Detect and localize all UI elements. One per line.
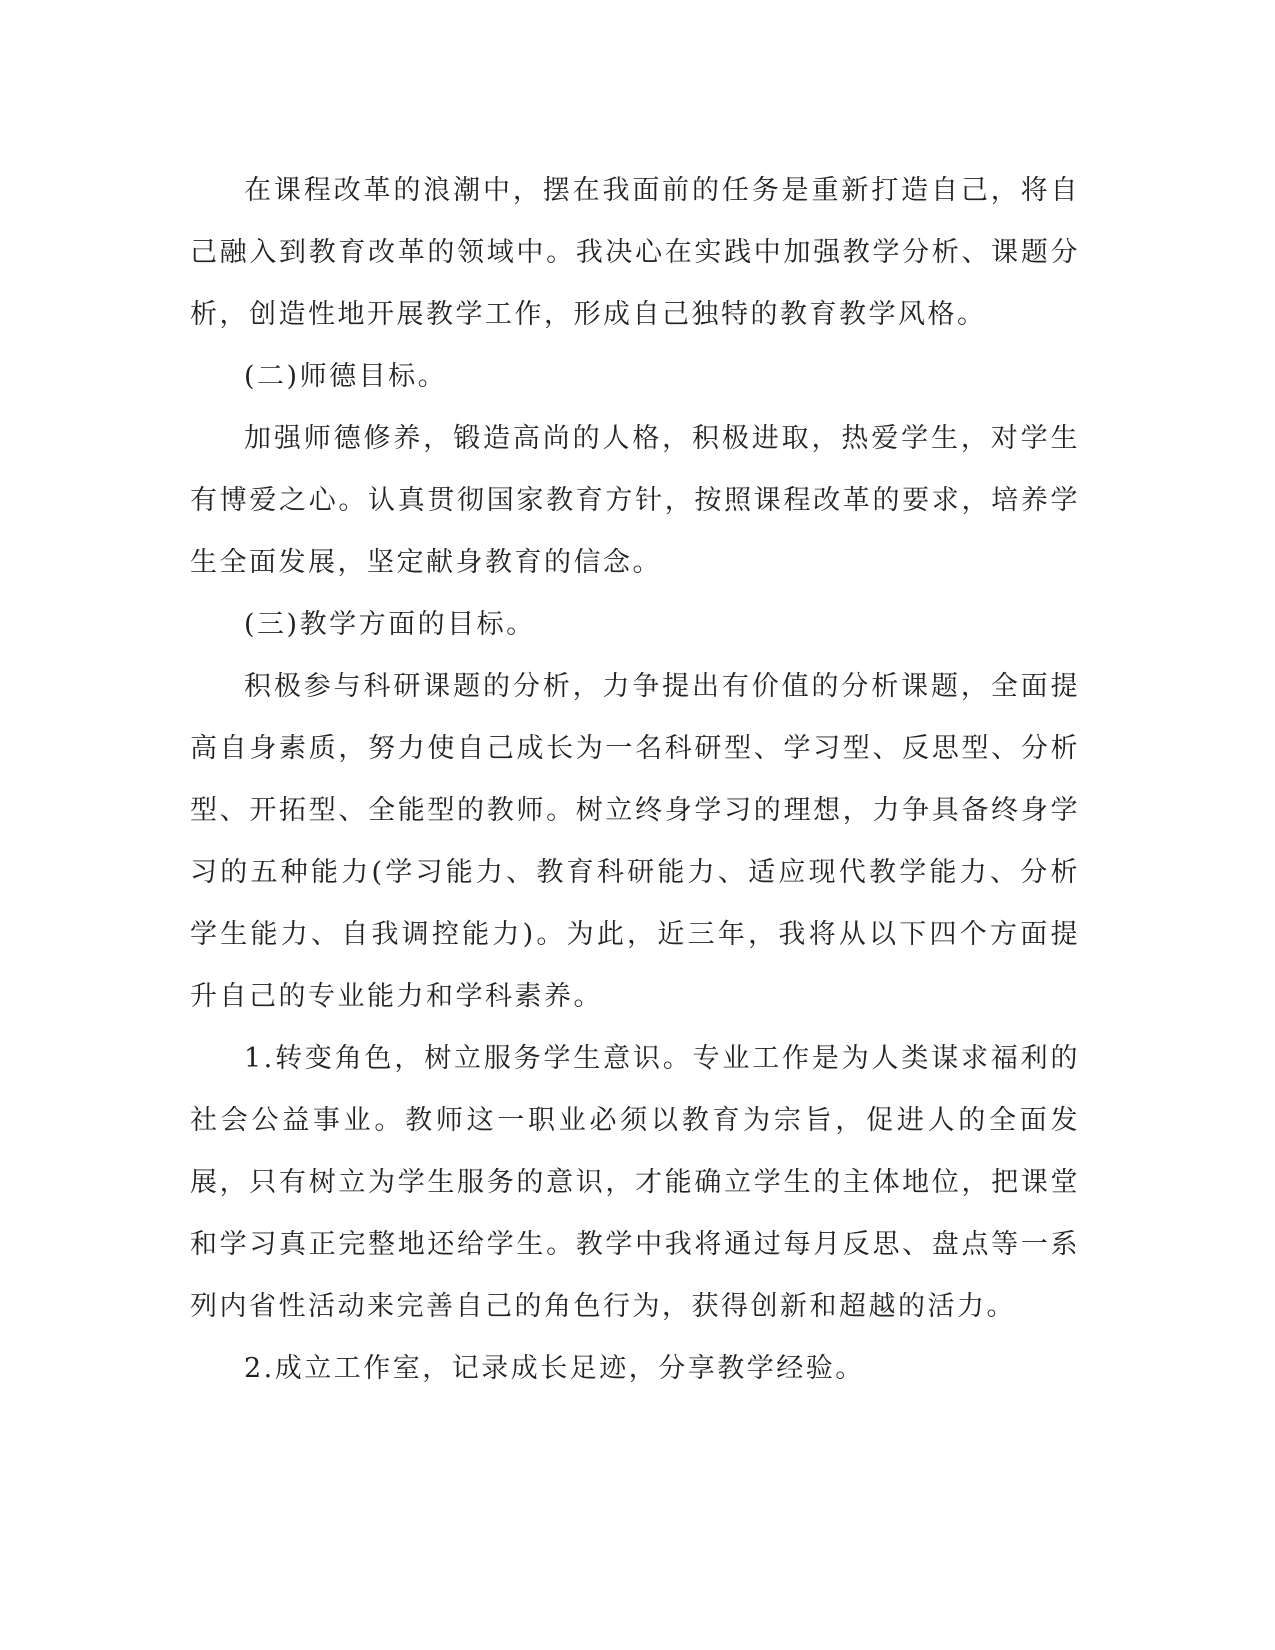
heading-teacher-ethics-goal: (二)师德目标。 [244,361,448,392]
document-page [190,160,1080,1400]
paragraph-teacher-ethics: 加强师德修养，锻造高尚的人格，积极进取，热爱学生，对学生有博爱之心。认真贯彻国家教育方针，按照课程改革的要求，培养学生全面发展，坚定献身教育的信念。 [190,423,1080,578]
paragraph-item-1-role-change: 1.转变角色，树立服务学生意识。专业工作是为人类谋求福利的社会公益事业。教师这一职业必须以教育为宗旨，促进人的全面发展，只有树立为学生服务的意识，才能确立学生的主体地位，把课堂和学习真正完整地还给学生。教学中我将通过每月反思、盘点等一系列内省性活动来完善自己的角色行为，获得创新和超越的活力。 [190,1043,1080,1322]
paragraph-item-2-studio: 2.成立工作室，记录成长足迹，分享教学经验。 [244,1353,865,1384]
paragraph-teaching-goal: 积极参与科研课题的分析，力争提出有价值的分析课题，全面提高自身素质，努力使自己成长为一名科研型、学习型、反思型、分析型、开拓型、全能型的教师。树立终身学习的理想，力争具备终身学习的五种能力(学习能力、教育科研能力、适应现代教学能力、分析学生能力、自我调控能力)。为此，近三年，我将从以下四个方面提升自己的专业能力和学科素养。 [190,671,1080,1012]
paragraph-course-reform: 在课程改革的浪潮中，摆在我面前的任务是重新打造自己，将自己融入到教育改革的领域中。我决心在实践中加强教学分析、课题分析，创造性地开展教学工作，形成自己独特的教育教学风格。 [190,175,1080,330]
heading-teaching-goal: (三)教学方面的目标。 [244,609,536,640]
